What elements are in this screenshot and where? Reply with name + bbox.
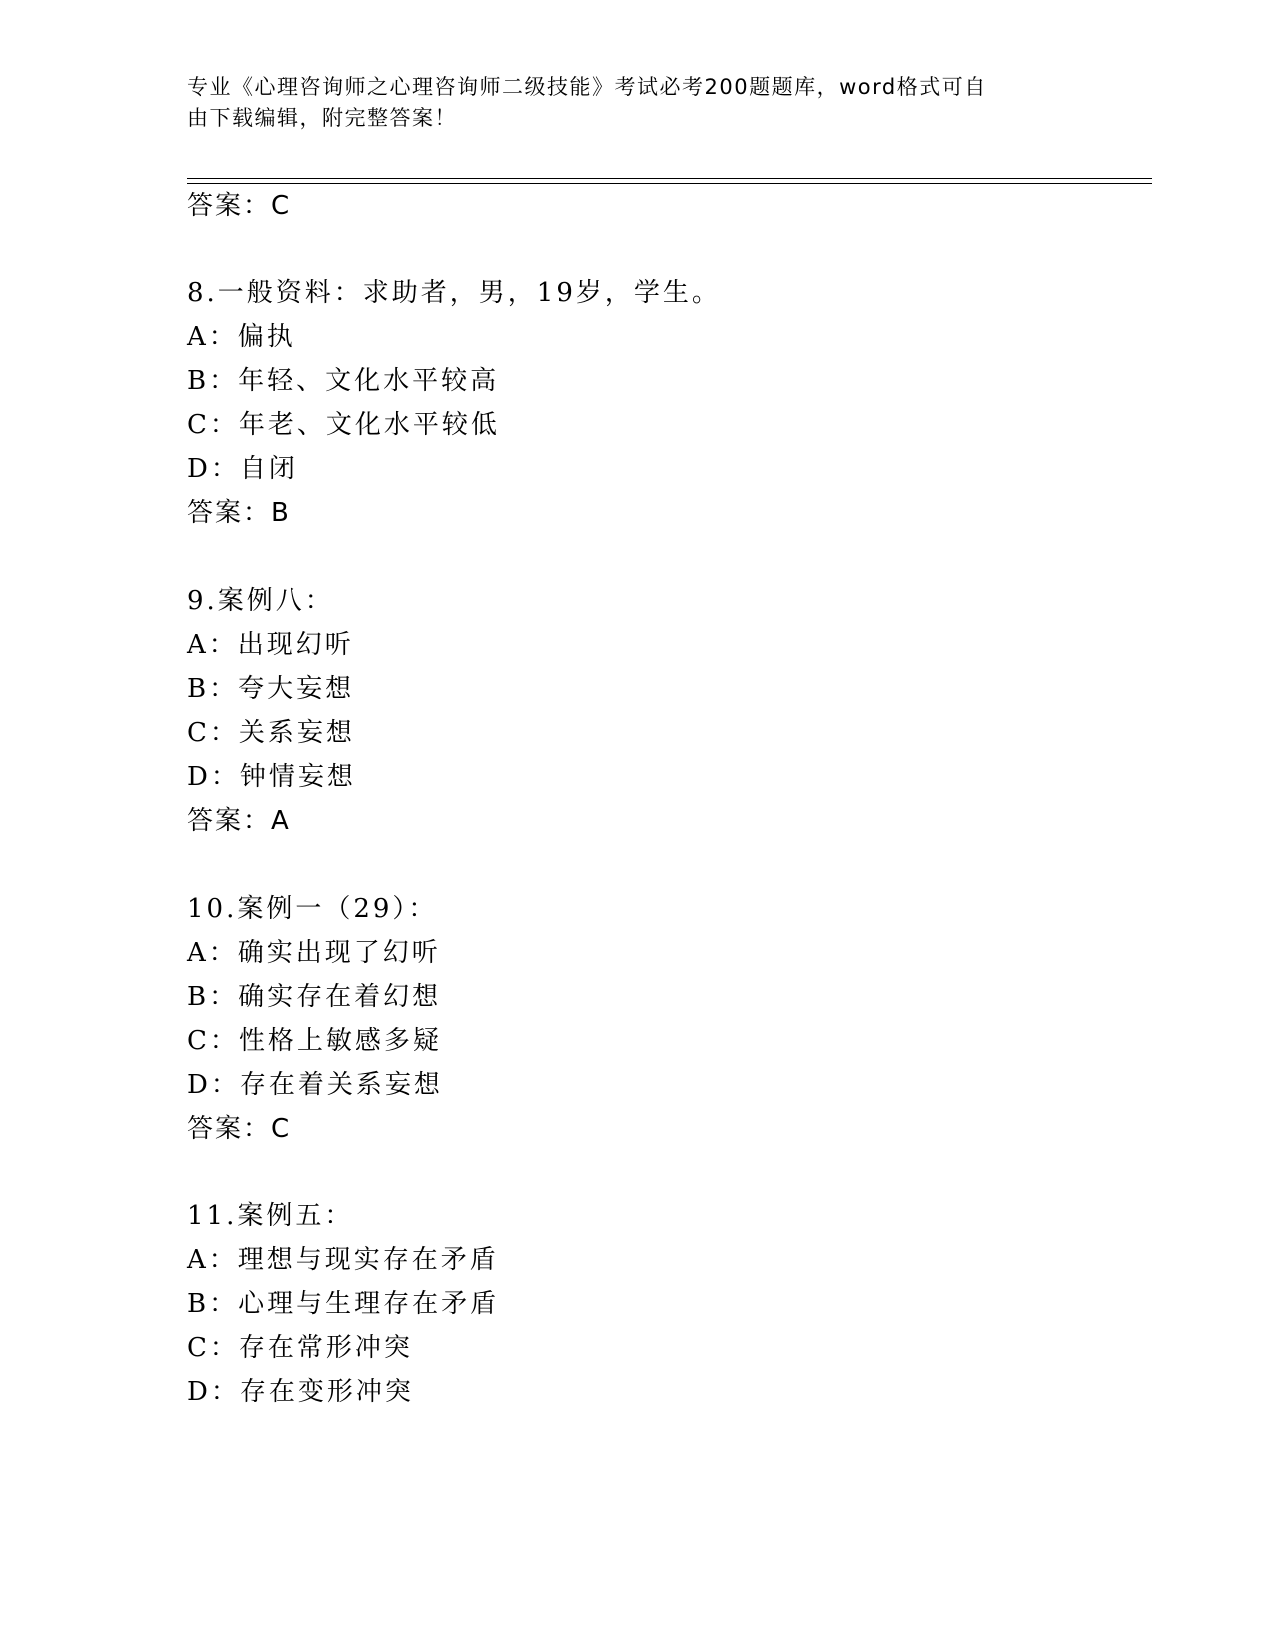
question-11-option-a: A：理想与现实存在矛盾 <box>187 1245 499 1275</box>
question-8-answer: 答案：B <box>187 498 291 528</box>
header-divider-top <box>187 178 1152 179</box>
question-8-option-b: B：年轻、文化水平较高 <box>187 366 500 396</box>
question-9-option-b: B：夸大妄想 <box>187 674 355 704</box>
question-10-option-a: A：确实出现了幻听 <box>187 938 441 968</box>
question-10-option-c: C：性格上敏感多疑 <box>187 1026 442 1056</box>
question-9-option-d: D：钟情妄想 <box>187 762 356 792</box>
answer-previous: 答案：C <box>187 191 292 221</box>
question-10-answer: 答案：C <box>187 1114 292 1144</box>
question-10-stem: 10.案例一（29）： <box>187 894 438 924</box>
header-line-2: 由下载编辑，附完整答案！ <box>187 106 457 130</box>
question-9-answer: 答案：A <box>187 806 291 836</box>
question-8-stem: 8.一般资料：求助者，男，19岁，学生。 <box>187 278 721 308</box>
header-line-1: 专业《心理咨询师之心理咨询师二级技能》考试必考200题题库，word格式可自 <box>187 75 987 99</box>
question-10-option-b: B：确实存在着幻想 <box>187 982 442 1012</box>
question-9-option-c: C：关系妄想 <box>187 718 355 748</box>
question-8-option-c: C：年老、文化水平较低 <box>187 410 500 440</box>
page-header <box>187 72 1067 134</box>
question-8-option-d: D：自闭 <box>187 454 298 484</box>
question-9-stem: 9.案例八： <box>187 586 334 616</box>
question-9-option-a: A：出现幻听 <box>187 630 354 660</box>
header-divider-bottom <box>187 183 1152 184</box>
question-11-option-b: B：心理与生理存在矛盾 <box>187 1289 500 1319</box>
question-11-option-c: C：存在常形冲突 <box>187 1333 413 1363</box>
question-8-option-a: A：偏执 <box>187 322 296 352</box>
question-11-option-d: D：存在变形冲突 <box>187 1377 414 1407</box>
question-11-stem: 11.案例五： <box>187 1201 354 1231</box>
question-10-option-d: D：存在着关系妄想 <box>187 1070 443 1100</box>
